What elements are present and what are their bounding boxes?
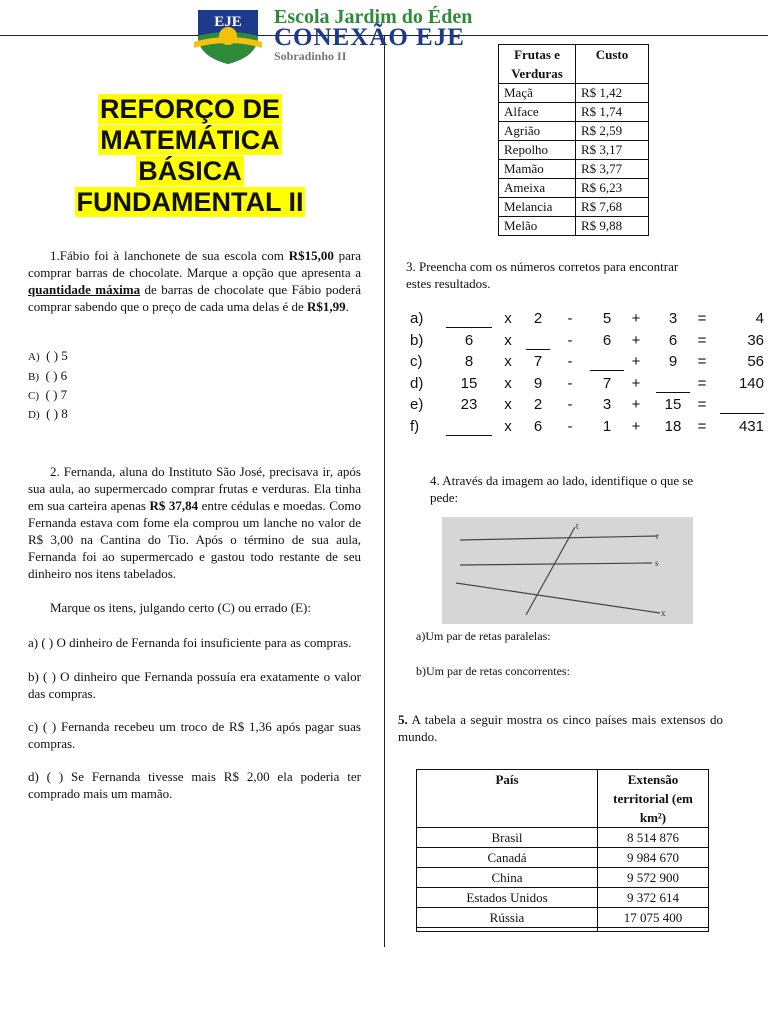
calc-cell: x [504, 396, 512, 414]
column-divider [384, 35, 385, 947]
calc-cell: + [631, 396, 641, 414]
countries-table [416, 769, 709, 932]
calc-cell: 8 [464, 353, 474, 371]
calc-cell: = [697, 396, 707, 414]
table-header-row [499, 45, 649, 84]
calc-cell: - [567, 353, 573, 371]
title-line: MATEMÁTICA [100, 125, 280, 155]
title-line: FUNDAMENTAL II [76, 187, 304, 217]
q1-option-d[interactable]: D) ( ) 8 [28, 406, 68, 421]
calc-cell: - [567, 417, 573, 435]
column-header: Frutas e Verduras [499, 45, 576, 84]
table-row: Repolho R$ 3,17 [499, 141, 649, 160]
calc-cell: 140 [738, 374, 764, 392]
question-2-text: 2. Fernanda, aluna do Instituto São José, precisava ir, após sua aula, ao supermercado comprar frutas e verduras. Ela tinha em sua carteira apenas R$ 37,84 entre cédulas e moedas. Como Fernanda estava com fome ela comprou um lanche no valor de R$ 3,00 na Cantina do Tio. Após o término de sua aula, Fernanda foi ao supermercado e gastou todo restante de seu dinheiro nos itens tabelados. [28, 464, 361, 581]
calc-cell: = [697, 417, 707, 435]
calc-cell: 23 [460, 396, 478, 414]
school-location: Sobradinho II [274, 49, 347, 63]
question-2-instruction: Marque os itens, julgando certo (C) ou errado (E): [50, 600, 312, 615]
answer-blank[interactable] [590, 353, 624, 371]
calc-cell: 36 [747, 331, 764, 349]
column-header: País [417, 770, 598, 828]
table-row: Melão R$ 9,88 [499, 217, 649, 236]
fruit-price-table [498, 44, 649, 236]
answer-blank[interactable] [720, 396, 764, 414]
q1-option-b[interactable]: B) ( ) 6 [28, 368, 68, 383]
calc-cell: - [567, 374, 573, 392]
calc-cell: x [504, 353, 512, 371]
table-row: Ameixa R$ 6,23 [499, 179, 649, 198]
question-1-text: 1.Fábio foi à lanchonete de sua escola com R$15,00 para comprar barras de chocolate. Marque a opção que apresenta a quantidade máxima de barras de chocolate que Fábio poderá comprar sabendo que o preço de cada uma delas é de R$1,99. [28, 248, 361, 314]
line-label: s [655, 558, 659, 568]
question-3-text: 3. Preencha com os números corretos para encontrar estes resultados. [406, 259, 679, 291]
brand-name: CONEXÃO EJE [274, 24, 465, 51]
calc-cell: - [567, 331, 573, 349]
question-4a: a)Um par de retas paralelas: [416, 629, 551, 643]
title-line: REFORÇO DE [99, 94, 280, 124]
row-label: b) [410, 331, 424, 349]
lines-figure [442, 517, 693, 624]
table-row [417, 928, 709, 932]
row-label: e) [410, 396, 424, 414]
table-row: Estados Unidos 9 372 614 [417, 888, 709, 908]
q2-item-d[interactable]: d) ( ) Se Fernanda tivesse mais R$ 2,00 ela poderia ter comprado mais um mamão. [28, 769, 361, 801]
row-label: d) [410, 374, 424, 392]
calc-cell: x [504, 374, 512, 392]
calc-cell: 7 [533, 353, 543, 371]
line-label: t [576, 521, 579, 531]
school-logo [192, 6, 264, 66]
column-header: Extensão territorial (em km²) [598, 770, 709, 828]
q2-item-c[interactable]: c) ( ) Fernanda recebeu um troco de R$ 1,36 após pagar suas compras. [28, 719, 361, 751]
calc-cell: + [631, 417, 641, 435]
table-header-row [417, 770, 709, 828]
logo-text: EJE [214, 14, 242, 30]
calc-cell: = [697, 374, 707, 392]
calc-cell: 6 [602, 331, 612, 349]
answer-blank[interactable] [656, 375, 690, 393]
calc-cell: 2 [533, 310, 543, 327]
calc-cell: + [631, 374, 641, 392]
q2-item-a[interactable]: a) ( ) O dinheiro de Fernanda foi insuficiente para as compras. [28, 635, 352, 650]
line-label: x [661, 608, 666, 618]
answer-blank[interactable] [446, 310, 492, 328]
question-4b: b)Um par de retas concorrentes: [416, 664, 570, 678]
calc-cell: + [631, 353, 641, 371]
calc-cell: 9 [533, 374, 543, 392]
calc-cell: 1 [602, 417, 612, 435]
calc-cell: 15 [664, 396, 682, 414]
table-row: Rússia 17 075 400 [417, 908, 709, 928]
calc-cell: x [504, 417, 512, 435]
q1-option-c[interactable]: C) ( ) 7 [28, 387, 68, 402]
calc-cell: 56 [747, 353, 764, 371]
row-label: f) [410, 417, 420, 435]
q1-option-a[interactable]: A) ( ) 5 [28, 348, 68, 363]
calc-cell: 4 [755, 310, 764, 327]
table-row: Agrião R$ 2,59 [499, 122, 649, 141]
table-row: Melancia R$ 7,68 [499, 198, 649, 217]
table-row: Brasil 8 514 876 [417, 828, 709, 848]
calc-cell: + [631, 331, 641, 349]
calc-cell: 18 [664, 417, 682, 435]
calc-cell: 431 [738, 417, 764, 435]
calc-cell: = [697, 310, 707, 327]
calc-cell: 3 [668, 310, 678, 327]
row-label: c) [410, 353, 423, 371]
table-row: China 9 572 900 [417, 868, 709, 888]
line-label: r [656, 531, 659, 541]
table-row: Alface R$ 1,74 [499, 103, 649, 122]
calc-cell: 3 [602, 396, 612, 414]
question-5-text: 5. A tabela a seguir mostra os cinco países mais extensos do mundo. [398, 712, 723, 744]
calc-cell: 7 [602, 374, 612, 392]
column-header: Custo [576, 45, 649, 84]
calc-cell: 9 [668, 353, 678, 371]
calc-cell: + [631, 310, 641, 327]
calc-cell: x [504, 310, 512, 327]
calc-cell: 5 [602, 310, 612, 327]
calc-cell: - [567, 310, 573, 327]
title-line: BÁSICA [138, 156, 242, 186]
answer-blank[interactable] [526, 332, 550, 350]
calc-cell: 6 [533, 417, 543, 435]
calc-cell: 15 [460, 374, 478, 392]
table-row: Canadá 9 984 670 [417, 848, 709, 868]
calc-cell: = [697, 331, 707, 349]
table-row: Maçã R$ 1,42 [499, 84, 649, 103]
question-4-text: 4. Através da imagem ao lado, identifique o que se pede: [430, 473, 694, 505]
calc-cell: - [567, 396, 573, 414]
calc-cell: 6 [668, 331, 678, 349]
row-label: a) [410, 310, 424, 327]
calc-cell: = [697, 353, 707, 371]
school-name: Escola Jardim do Éden [274, 6, 473, 28]
answer-blank[interactable] [446, 418, 492, 436]
table-row: Mamão R$ 3,77 [499, 160, 649, 179]
calc-cell: 6 [464, 331, 474, 349]
q2-item-b[interactable]: b) ( ) O dinheiro que Fernanda possuía era exatamente o valor das compras. [28, 669, 361, 701]
calc-cell: x [504, 331, 512, 349]
calc-cell: 2 [533, 396, 543, 414]
page-title [40, 94, 340, 218]
